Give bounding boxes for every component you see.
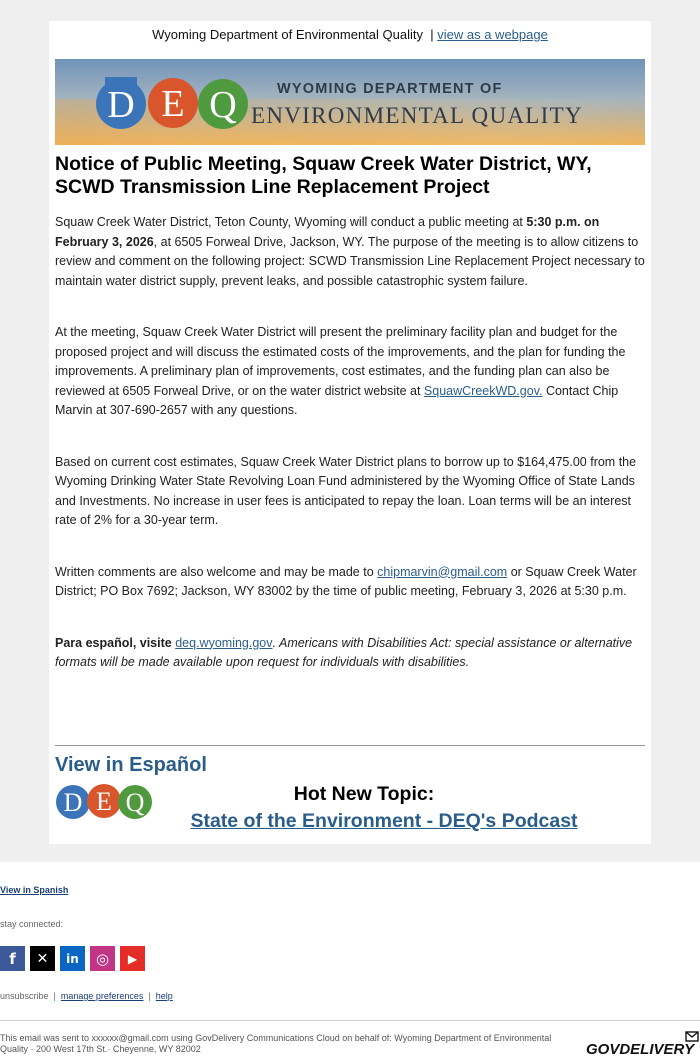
deq-mini-logo [53, 781, 153, 823]
ada-notice: . Americans with Disabilities Act: special assistance or alternative formats will be made available upon request for individuals with disabilities. [55, 635, 633, 669]
podcast-link[interactable]: State of the Environment - DEQ's Podcast [190, 810, 578, 832]
footer-links [0, 991, 173, 1001]
view-espanol-heading[interactable]: View in Español [55, 754, 207, 776]
deq-website-link[interactable]: deq.wyoming.gov [175, 635, 273, 650]
notice-paragraph-3: Based on current cost estimates, Squaw Creek Water District plans to borrow up to $164,475.00 from the Wyoming Drinking Water State Revolving Loan Fund administered by the Wyoming Office of State Lands and Investments. No increase in user fees is anticipated to repay the loan. Loan terms will be an interest rate of 2% for a 30-year term. [55, 454, 637, 527]
email-card [49, 21, 651, 844]
email-header [49, 27, 651, 42]
water-district-website-link[interactable]: SquawCreekWD.gov. [423, 383, 543, 398]
org-name: Wyoming Department of Environmental Quality [152, 27, 423, 42]
footer-view-spanish-link[interactable]: View in Spanish [0, 885, 69, 895]
email-link[interactable]: chipmarvin@gmail.com [377, 564, 508, 579]
p2-text: At the meeting, Squaw Creek Water District will present the preliminary facility plan and budget for the proposed project and will discuss the estimated costs of the improvements, and the plan for funding the improvements. A preliminary plan of improvements, cost estimates, and the funding plan can also be reviewed at 6505 Forweal Drive, or on the water district website at [55, 325, 626, 398]
envelope-icon [686, 1032, 698, 1041]
hot-topic-title: Hot New Topic: [293, 783, 435, 805]
notice-paragraph-1 [55, 213, 645, 291]
deq-banner [55, 59, 645, 145]
manage-preferences-link[interactable]: manage preferences [60, 991, 144, 1001]
stay-connected-label: stay connected: [0, 919, 64, 929]
p2-text-rest: Contact Chip Marvin at 307-690-2657 with any questions. [55, 383, 619, 417]
notice-paragraph-2 [55, 323, 645, 421]
p1-text: Squaw Creek Water District, Teton County, Wyoming will conduct a public meeting at [55, 215, 527, 229]
facebook-icon[interactable]: f [0, 946, 25, 971]
mini-logo-d: D [63, 788, 83, 817]
deq-logo [96, 77, 248, 129]
x-icon[interactable]: ✕ [30, 946, 55, 971]
notice-paragraph-5 [55, 634, 645, 673]
view-as-webpage-link[interactable]: view as a webpage [437, 27, 548, 42]
govdelivery-text: GOVDELIVERY [586, 1041, 695, 1058]
notice-title: Notice of Public Meeting, Squaw Creek Water District, WY, SCWD Transmission Line Replacement Project [55, 153, 592, 198]
unsubscribe-link[interactable]: unsubscribe [0, 991, 49, 1001]
link-separator: | [148, 991, 151, 1001]
youtube-icon[interactable]: ▶ [120, 946, 145, 971]
p1-meeting-time: 5:30 p.m. on February 3, 2026 [55, 215, 600, 249]
govdelivery-logo[interactable] [584, 1030, 700, 1058]
instagram-icon[interactable]: ◎ [90, 946, 115, 971]
banner-line1: WYOMING DEPARTMENT OF [277, 81, 503, 97]
logo-letter-e: E [161, 83, 185, 125]
p1-text-rest: , at 6505 Forweal Drive, Jackson, WY. The purpose of the meeting is to allow citizens to review and comment on the following project: SCWD Transmission Line Replacement Project necessary to maintain water district supply, prevent leaks, and possible catastrophic system failure. [55, 234, 645, 288]
mini-logo-q: Q [125, 788, 145, 817]
notice-paragraph-4 [55, 563, 645, 602]
notice-content [55, 153, 645, 705]
banner-line2: ENVIRONMENTAL QUALITY [251, 103, 583, 128]
social-icons [0, 946, 145, 971]
link-separator: | [53, 991, 56, 1001]
linkedin-icon[interactable]: in [60, 946, 85, 971]
footer-divider [0, 1020, 700, 1021]
divider [55, 745, 645, 746]
p4-text-rest: or Squaw Creek Water District; PO Box 7692; Jackson, WY 83002 by the time of public meeting, February 3, 2026 at 5:30 p.m. [55, 564, 637, 598]
logo-letter-d: D [107, 84, 135, 126]
p4-text: Written comments are also welcome and may be made to [55, 564, 378, 579]
p5-spanish-label: Para español, visite [55, 635, 172, 650]
help-link[interactable]: help [155, 991, 173, 1001]
legal-text: This email was sent to xxxxxx@gmail.com using GovDelivery Communications Cloud on behalf of: Wyoming Department of Environmental Quality · 200 West 17th St.· Cheyenne, WY 82002 [0, 1033, 552, 1054]
logo-letter-q: Q [209, 84, 237, 126]
header-separator: | [430, 27, 434, 42]
mini-logo-e: E [96, 787, 112, 816]
